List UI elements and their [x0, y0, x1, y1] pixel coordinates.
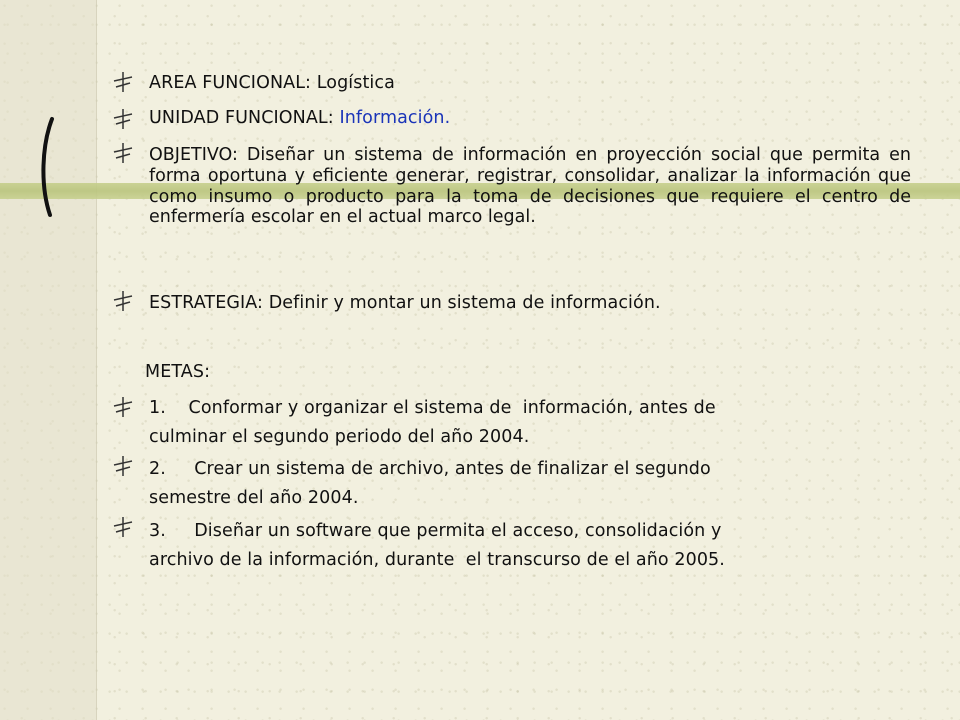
bullet-icon: [112, 290, 134, 312]
objetivo-text: Diseñar un sistema de información en proyección social que permita en forma oportuna y eficiente generar, registrar, consolidar, analizar la información que como insumo o producto para la toma de decisiones que requiere el centro de enfermería escolar en el actual marco legal.: [149, 145, 911, 228]
bullet-icon: [112, 455, 134, 477]
estrategia-text: Definir y montar un sistema de información.: [268, 293, 661, 313]
meta-2-line2: semestre del año 2004.: [149, 488, 359, 508]
area-value: Logística: [316, 73, 395, 93]
bullet-icon: [112, 108, 134, 130]
estrategia-label: ESTRATEGIA:: [149, 293, 264, 313]
meta-3-line2: archivo de la información, durante el transcurso de el año 2005.: [149, 550, 725, 570]
meta-2-line1: 2. Crear un sistema de archivo, antes de finalizar el segundo: [149, 459, 711, 479]
bracket-decoration: [28, 115, 68, 220]
area-label: AREA FUNCIONAL:: [149, 73, 312, 93]
metas-heading: METAS:: [145, 362, 211, 382]
left-margin-band: [0, 0, 97, 720]
bullet-icon: [112, 396, 134, 418]
meta-1-line2: culminar el segundo periodo del año 2004.: [149, 427, 530, 447]
objetivo-label: OBJETIVO:: [149, 145, 238, 165]
meta-1-line1: 1. Conformar y organizar el sistema de información, antes de: [149, 398, 716, 418]
area-funcional-line: [149, 73, 395, 94]
meta-3-line1: 3. Diseñar un software que permita el acceso, consolidación y: [149, 521, 722, 541]
objetivo-paragraph: [149, 145, 911, 228]
bullet-icon: [112, 516, 134, 538]
bullet-icon: [112, 71, 134, 93]
estrategia-line: [149, 293, 661, 314]
bullet-icon: [112, 142, 134, 164]
unidad-value: Información.: [339, 108, 451, 128]
unidad-funcional-line: [149, 108, 450, 129]
unidad-label: UNIDAD FUNCIONAL:: [149, 108, 334, 128]
